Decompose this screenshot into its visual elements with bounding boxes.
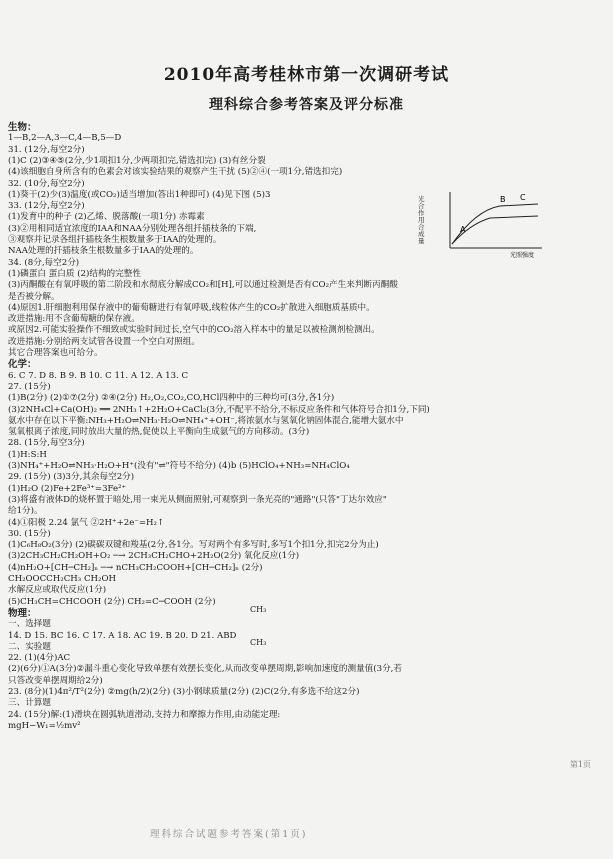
document-title: 2010年高考桂林市第一次调研考试 <box>163 65 450 85</box>
answer-line: (5)CH₃CH=CHCOOH (2分) CH₂=C─COOH (2分) <box>8 596 216 607</box>
answer-line: (1)C (2)③④⑤(2分,少1项扣1分,少两项扣完,错选扣完) (3)有丝分裂 <box>8 155 266 166</box>
answer-line: 改进措施:用不含葡萄糖的保存液。 <box>8 314 140 325</box>
answer-line: (1)H:S:H <box>8 449 47 460</box>
answer-line: 或原因2.可能实验操作不细致或实验时间过长,空气中的CO₂溶入样本中的量足以被检测剂检测出。 <box>8 325 380 336</box>
structure-top-methyl: CH₃ <box>250 605 267 614</box>
answer-line: 三、计算题 <box>8 698 51 709</box>
answer-line: 32. (10分,每空2分) <box>8 178 85 189</box>
answer-line: 14. D 15. BC 16. C 17. A 18. AC 19. B 20. D 21. ABD <box>8 630 237 641</box>
answer-line: 27. (15分) <box>8 381 51 392</box>
answer-line: 22. (1)(4分)AC <box>8 653 71 664</box>
answer-line: (3)NH₄⁺+H₂O⇌NH₃·H₂O+H⁺(没有"⇌"符号不给分) (4)b (5)HClO₄+NH₃=NH₄ClO₄ <box>8 461 350 471</box>
chart-curve-b <box>452 204 538 244</box>
answer-line: (3)2CH₃CH₂CH₂OH+O₂ ─→ 2CH₃CH₂CHO+2H₂O(2分) 氧化反应(1分) <box>8 551 300 562</box>
chart-label-c: C <box>520 193 526 202</box>
chart-y-label: 光合作用合成量 <box>418 195 425 245</box>
answer-line: (1)磷蛋白 蛋白质 (2)结构的完整性 <box>8 268 141 279</box>
answer-line: 改进措施:分别给两支试管各设置一个空白对照组。 <box>8 336 200 347</box>
answer-line: ③观察并记录各组扦插枝条生根数量多于IAA的处理的。 <box>8 235 222 245</box>
answer-line: 只答改变单摆周期给2分) <box>8 675 103 686</box>
answer-line: (3)2NH₄Cl+Ca(OH)₂ ══ 2NH₃↑+2H₂O+CaCl₂(3分,不配平不给分,不标反应条件和气体符号合扣1分,下同) <box>8 404 430 415</box>
answer-line: 一、选择题 <box>8 619 51 630</box>
answer-line: 水解反应或取代反应(1分) <box>8 585 107 596</box>
answer-line: 24. (15分)解:(1)滑块在圆弧轨道滑动,支持力和摩擦力作用,由动能定理: <box>8 709 281 720</box>
answer-line: 28. (15分,每空3分) <box>8 438 85 449</box>
chart-label-b: B <box>500 195 506 204</box>
answer-line: (4)①阳极 2.24 氯气 ②2H⁺+2e⁻=H₂↑ <box>8 517 165 528</box>
answer-line: CH₂OOCCH₂CH₃ CH₂OH <box>8 574 116 584</box>
page-number: 第1页 <box>569 760 591 769</box>
answer-line: 是否被分解。 <box>8 291 60 302</box>
answer-line: (4)nH₂O+[CH─CH₂]ₙ ─→ nCH₃CH₂COOH+[CH─CH₂]ₙ (2分) <box>8 562 263 573</box>
answer-line: 给1分)。 <box>8 506 43 517</box>
document-subtitle: 理科综合参考答案及评分标准 <box>209 97 404 113</box>
answer-line: 31. (12分,每空2分) <box>8 144 85 155</box>
answer-line: (1)B(2分) (2)①⑦(2分) ②④(2分) H₂,O₂,CO₂,CO,HCl四种中的三种均可(3分,各1分) <box>8 393 335 404</box>
answer-line: 34. (8分,每空2分) <box>8 257 80 268</box>
answer-line: 23. (8分)(1)4π²/T²(2分) ②mg(h/2)(2分) (3)小钢球质量(2分) (2)C(2分,有多选不给这2分) <box>8 687 360 697</box>
chart-label-a: A <box>460 225 466 234</box>
answer-line: (3)将盛有液体D的烧杯置于暗处,用一束光从侧面照射,可观察到一条光亮的"通路"(只答"丁达尔效应" <box>8 494 387 505</box>
answer-line: (3)丙酮酸在有氧呼吸的第二阶段和水彻底分解成CO₂和[H],可以通过检测是否有CO₂产生来判断丙酮酸 <box>8 280 398 291</box>
answer-line: (4)该细胞自身所含有的色素会对该实验结果的观察产生干扰 (5)②④(一项1分,错选扣完) <box>8 167 343 178</box>
answer-line: (1)C₆H₈O₂(3分) (2)碳碳双键和羧基(2分,各1分。写对两个有多写时,多写1个扣1分,扣完2分为止) <box>8 540 379 551</box>
section-heading: 物理： <box>8 607 37 619</box>
answer-line: 29. (15分) (3)3分,其余每空2分) <box>8 472 135 483</box>
answer-line: mgH−W₁=½mv² <box>8 720 81 731</box>
page-footer: 理科综合试题参考答案(第1页) <box>150 829 308 840</box>
answer-line: (2)(6分)①A(3分)②漏斗重心变化导致单摆有效摆长变化,从而改变单摆周期,影响加速度的测量值(3分,若 <box>8 664 403 675</box>
answer-line: NAA处理的扦插枝条生根数量多于IAA的处理的。 <box>8 246 199 257</box>
photosynthesis-sketch-chart <box>430 188 550 258</box>
answer-line: 氢氧根离子浓度,同时放出大量的热,促使以上平衡向生成氨气的方向移动。(3分) <box>8 427 310 438</box>
answer-line: (1)H₂O (2)Fe+2Fe³⁺=3Fe²⁺ <box>8 483 127 494</box>
answer-line: 氨水中存在以下平衡:NH₃+H₂O⇌NH₃·H₂O⇌NH₄⁺+OH⁻,将浓氨水与氢氧化钠固体混合,能增大氨水中 <box>8 415 404 426</box>
answer-line: (1)发育中的种子 (2)乙烯、脱落酸(一项1分) 赤霉素 <box>8 212 205 223</box>
answer-line: 33. (12分,每空2分) <box>8 201 85 212</box>
answer-line: 其它合理答案也可给分。 <box>8 348 103 358</box>
answer-line: 1—B,2—A,3—C,4—B,5—D <box>8 133 122 144</box>
answer-line: (4)原因1.肝细胞利用保存液中的葡萄糖进行有氧呼吸,线粒体产生的CO₂扩散进入细胞质基质中。 <box>8 302 375 313</box>
answer-line: 6. C 7. D 8. B 9. B 10. C 11. A 12. A 13. C <box>8 370 189 381</box>
answer-line: (3)②用相同适宜浓度的IAA和NAA分别处理各组扦插枝条的下端, <box>8 223 257 234</box>
answer-line: (1)葵干(2)少(3)温度(或CO₂)适当增加(答出1种即可) (4)见下图 (5)3 <box>8 189 271 200</box>
answer-line: 二、实验题 <box>8 641 51 652</box>
chart-x-label: 光照强度 <box>510 252 535 258</box>
structure-bottom-methyl: CH₃ <box>250 638 267 647</box>
section-heading: 生物： <box>8 122 37 133</box>
answer-line: 30. (15分) <box>8 528 51 539</box>
section-heading: 化学： <box>8 359 37 371</box>
